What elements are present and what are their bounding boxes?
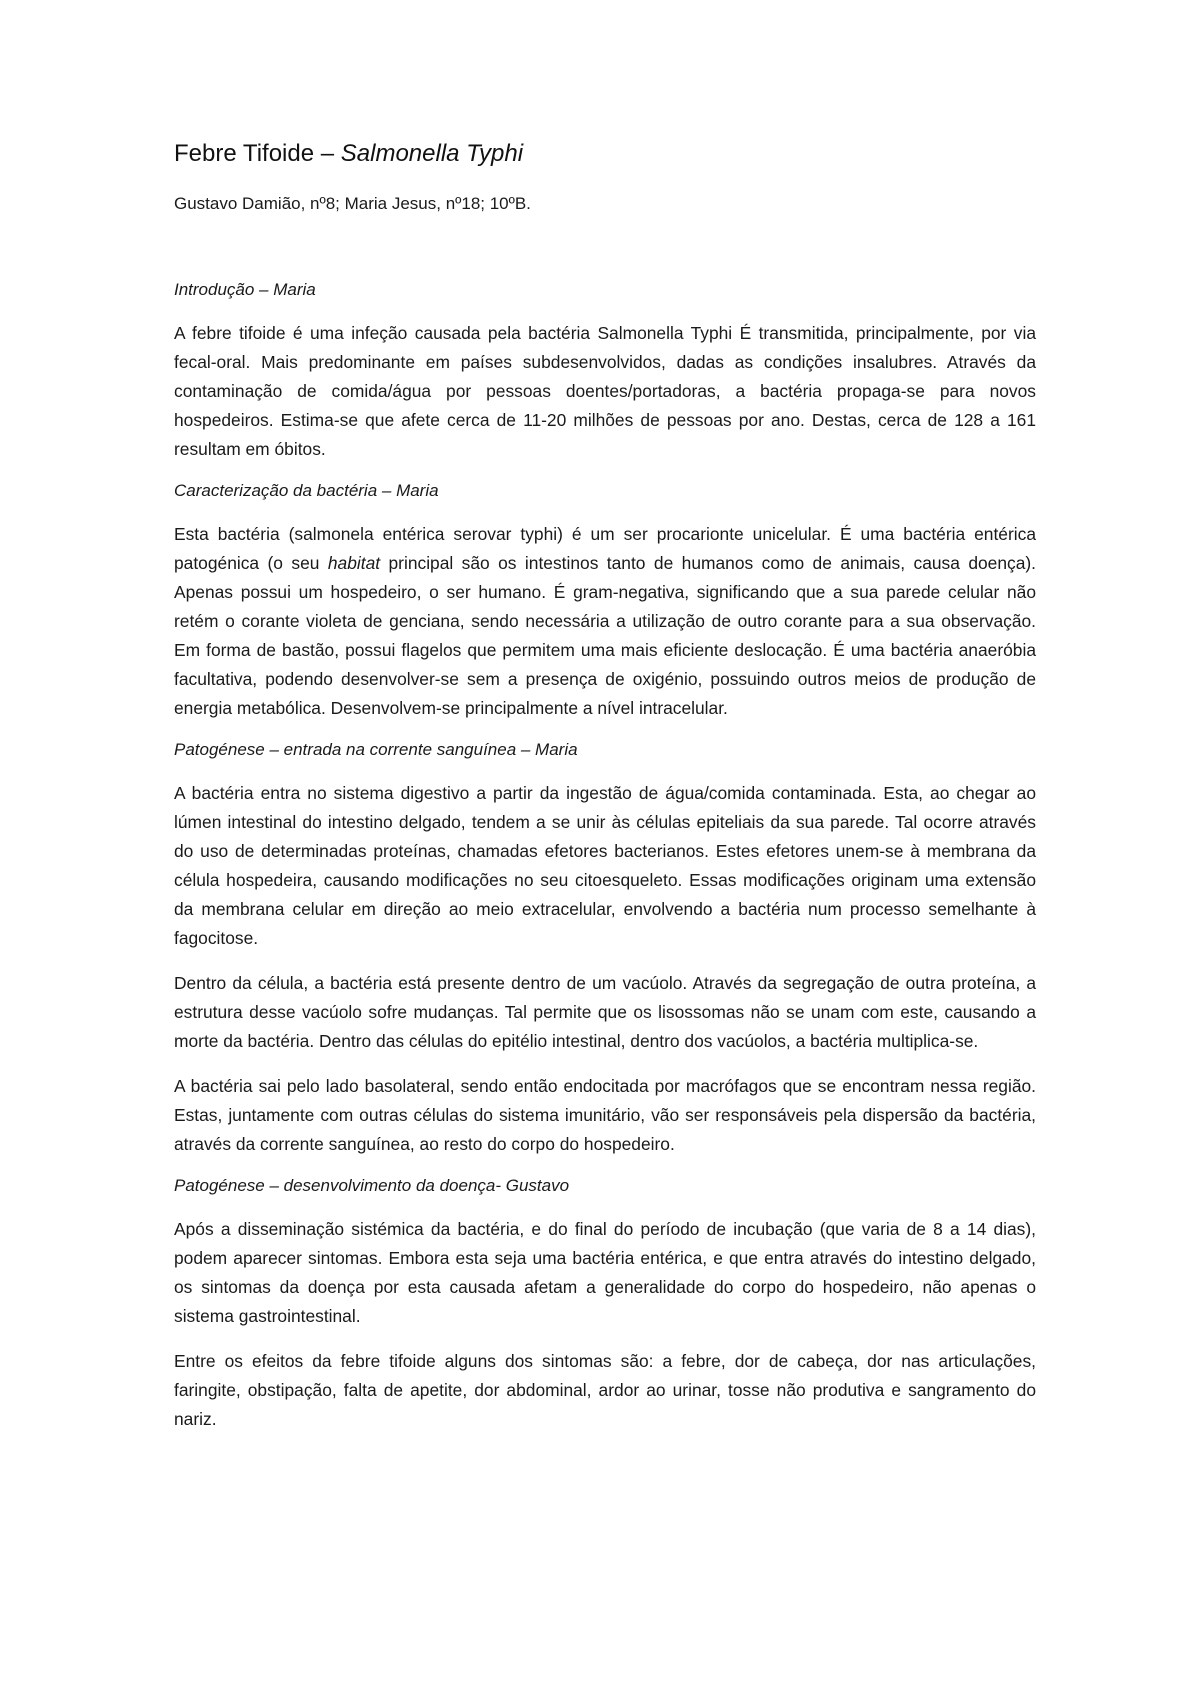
paragraph-pathogenesis-disease-1: Após a disseminação sistémica da bactéria, e do final do período de incubação (que varia de 8 a 14 dias), podem aparecer sintomas. Embora esta seja uma bactéria entérica, e que entra através do intestino delgado, os sintomas da doença por esta causada afetam a generalidade do corpo do hospedeiro, não apenas o sistema gastrointestinal. xyxy=(174,1219,1036,1327)
document-page xyxy=(174,140,1036,1450)
authors-line: Gustavo Damião, nº8; Maria Jesus, nº18; 10ºB. xyxy=(174,193,531,213)
document-title xyxy=(174,140,1036,169)
section-heading-characterization: Caracterização da bactéria – Maria xyxy=(174,480,439,500)
section-heading-pathogenesis-entry: Patogénese – entrada na corrente sanguínea – Maria xyxy=(174,740,578,760)
habitat-term: habitat xyxy=(327,553,381,574)
section-heading-pathogenesis-disease: Patogénese – desenvolvimento da doença- Gustavo xyxy=(174,1176,570,1196)
paragraph-pathogenesis-entry-2: Dentro da célula, a bactéria está presente dentro de um vacúolo. Através da segregação de outra proteína, a estrutura desse vacúolo sofre mudanças. Tal permite que os lisossomas não se unam com este, causando a morte da bactéria. Dentro das células do epitélio intestinal, dentro dos vacúolos, a bactéria multiplica-se. xyxy=(174,973,1036,1052)
paragraph-intro: A febre tifoide é uma infeção causada pela bactéria Salmonella Typhi É transmitida, principalmente, por via fecal-oral. Mais predominante em países subdesenvolvidos, dadas as condições insalubres. Através da contaminação de comida/água por pessoas doentes/portadoras, a bactéria propaga-se para novos hospedeiros. Estima-se que afete cerca de 11-20 milhões de pessoas por ano. Destas, cerca de 128 a 161 resultam em óbitos. xyxy=(174,322,1036,459)
paragraph-characterization-part-b: principal são os intestinos tanto de humanos como de animais, causa doença). Apenas possui um hospedeiro, o ser humano. É gram-negativa, significando que a sua parede celular não retém o corante violeta de genciana, sendo necessária a utilização de outro corante para a sua observação. Em forma de bastão, possui flagelos que permitem uma mais eficiente deslocação. É uma bactéria anaeróbia facultativa, podendo desenvolver-se sem a presença de oxigénio, possuindo outros meios de produção de energia metabólica. Desenvolvem-se principalmente a nível intracelular. xyxy=(174,553,1036,719)
paragraph-characterization-part-a: Esta bactéria (salmonela entérica serovar typhi) é um ser procarionte unicelular. É uma bactéria entérica patogénica (o seu xyxy=(174,524,1036,574)
title-italic: Salmonella Typhi xyxy=(340,140,524,167)
section-heading-intro: Introdução – Maria xyxy=(174,279,316,299)
paragraph-pathogenesis-entry-1: A bactéria entra no sistema digestivo a partir da ingestão de água/comida contaminada. Esta, ao chegar ao lúmen intestinal do intestino delgado, tendem a se unir às células epiteliais da sua parede. Tal ocorre através do uso de determinadas proteínas, chamadas efetores bacterianos. Estes efetores unem-se à membrana da célula hospedeira, causando modificações no seu citoesqueleto. Essas modificações originam uma extensão da membrana celular em direção ao meio extracelular, envolvendo a bactéria num processo semelhante à fagocitose. xyxy=(174,783,1036,949)
title-main: Febre Tifoide – xyxy=(174,140,341,167)
paragraph-pathogenesis-disease-2: Entre os efeitos da febre tifoide alguns dos sintomas são: a febre, dor de cabeça, dor nas articulações, faringite, obstipação, falta de apetite, dor abdominal, ardor ao urinar, tosse não produtiva e sangramento do nariz. xyxy=(174,1351,1036,1430)
paragraph-characterization xyxy=(174,520,1036,723)
paragraph-pathogenesis-entry-3: A bactéria sai pelo lado basolateral, sendo então endocitada por macrófagos que se encontram nessa região. Estas, juntamente com outras células do sistema imunitário, vão ser responsáveis pela dispersão da bactéria, através da corrente sanguínea, ao resto do corpo do hospedeiro. xyxy=(174,1076,1036,1155)
